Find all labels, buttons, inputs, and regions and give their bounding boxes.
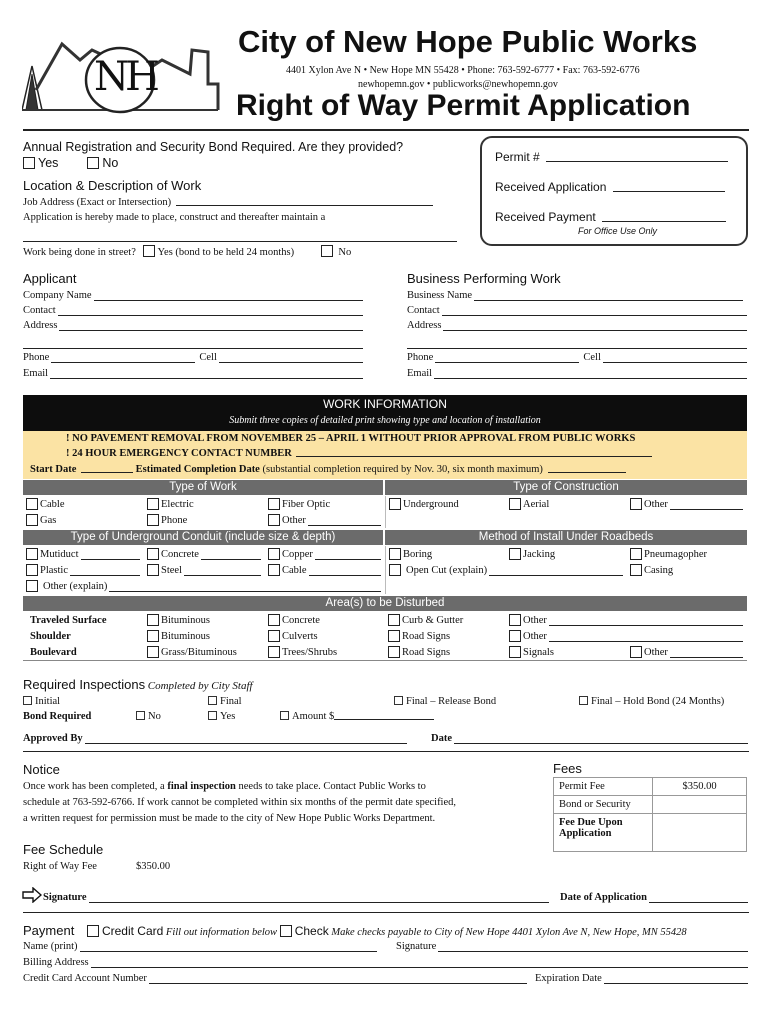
notice-text-pre: Once work has been completed, a (23, 781, 168, 792)
office-received-application (495, 180, 725, 194)
inspections-bottom-rule (23, 751, 749, 752)
copper-checkbox[interactable] (268, 548, 280, 560)
business-email-row (407, 368, 747, 379)
work-other-checkbox[interactable] (268, 514, 280, 526)
office-note: For Office Use Only (578, 226, 658, 236)
bond-amount-field[interactable] (334, 719, 434, 720)
culverts-checkbox[interactable] (268, 630, 280, 642)
plastic-field[interactable] (70, 565, 140, 576)
header-web: newhopemn.gov • publicworks@newhopemn.gov (358, 79, 558, 90)
business-address-field-2[interactable] (407, 348, 747, 349)
business-cell-label: Cell (583, 352, 601, 363)
gas-checkbox[interactable] (26, 514, 38, 526)
boulevard-road-signs-label: Road Signs (402, 646, 451, 658)
payment-signature-label: Signature (396, 941, 437, 952)
job-address-label: Job Address (Exact or Intersection) (23, 197, 172, 208)
approved-date-field[interactable] (454, 733, 748, 744)
permit-fee-amount: $350.00 (653, 778, 747, 796)
notice-line-3: a written request for permission must be made to the city of New Hope Public Works Department. (23, 813, 436, 824)
area-row-traveled (23, 612, 747, 628)
job-address-row (23, 197, 433, 208)
mutiduct-checkbox[interactable] (26, 548, 38, 560)
final-release-label: Final – Release Bond (406, 696, 497, 707)
approved-date-row (431, 733, 748, 744)
traveled-other-checkbox[interactable] (509, 614, 521, 626)
grass-bituminous-checkbox[interactable] (147, 646, 159, 658)
applicant-heading: Applicant (23, 271, 77, 286)
inspection-final-hold (579, 696, 724, 707)
underground-label: Underground (403, 498, 459, 510)
work-info-bottom-rule (23, 660, 747, 661)
bond-no (136, 711, 161, 722)
work-info-subtitle: Submit three copies of detailed print showing type and location of installation (229, 415, 541, 426)
card-number-label: Credit Card Account Number (23, 973, 147, 984)
steel-label: Steel (161, 564, 182, 576)
payment-signature-row (396, 941, 748, 952)
copper-label: Copper (282, 548, 313, 560)
aerial-checkbox[interactable] (509, 498, 521, 510)
company-field[interactable] (94, 290, 363, 301)
phone-checkbox[interactable] (147, 514, 159, 526)
conduit-cable-field[interactable] (309, 565, 382, 576)
curb-gutter-checkbox[interactable] (388, 614, 400, 626)
expiration-row (535, 973, 748, 984)
signature-arrow-icon (22, 887, 42, 906)
copper-field[interactable] (315, 549, 381, 560)
fees-heading: Fees (553, 761, 582, 776)
street-no-checkbox[interactable] (321, 245, 333, 257)
application-text: Application is hereby made to place, construct and thereafter maintain a (23, 212, 326, 223)
applicant-address-field[interactable] (59, 320, 363, 331)
warning-pavement: ! NO PAVEMENT REMOVAL FROM NOVEMBER 25 – APRIL 1 WITHOUT PRIOR APPROVAL FROM PUBLIC WORKS (66, 433, 636, 444)
construction-other-checkbox[interactable] (630, 498, 642, 510)
bond-yes-label: Yes (220, 711, 236, 722)
business-phone-row (407, 352, 747, 363)
initial-checkbox[interactable] (23, 696, 32, 705)
billing-address-row (23, 957, 748, 968)
applicant-email-label: Email (23, 368, 49, 379)
registration-yes-checkbox[interactable] (23, 157, 35, 169)
warning-emergency: ! 24 HOUR EMERGENCY CONTACT NUMBER (66, 448, 292, 459)
est-completion-field[interactable] (548, 472, 626, 473)
type-of-work-heading: Type of Work (23, 480, 385, 495)
billing-address-label: Billing Address (23, 957, 89, 968)
form-title: Right of Way Permit Application (236, 89, 691, 122)
concrete-field[interactable] (201, 549, 261, 560)
approved-by-row (23, 733, 407, 744)
credit-card-checkbox[interactable] (87, 925, 99, 937)
warning-emergency-row (66, 448, 652, 459)
initial-label: Initial (35, 696, 61, 707)
applicant-contact-row (23, 305, 363, 316)
permit-fee-label: Permit Fee (554, 778, 653, 796)
jacking-checkbox[interactable] (509, 548, 521, 560)
permit-label: Permit # (495, 150, 540, 164)
boulevard-label: Boulevard (30, 646, 77, 658)
conduit-cable-checkbox[interactable] (268, 564, 280, 576)
check-checkbox[interactable] (280, 925, 292, 937)
work-row-2 (23, 512, 747, 528)
check-note: Make checks payable to City of New Hope 4401 Xylon Ave N, New Hope, MN 55428 (331, 927, 687, 938)
traveled-other-label: Other (523, 614, 547, 626)
gas-label: Gas (40, 514, 57, 526)
traveled-surface-label: Traveled Surface (30, 614, 107, 626)
start-date-label: Start Date (30, 464, 77, 475)
office-received-payment (495, 210, 726, 224)
location-heading: Location & Description of Work (23, 178, 202, 193)
bond-yes (208, 711, 235, 722)
dates-row (30, 464, 626, 475)
work-row-1 (23, 496, 747, 512)
bond-amount-checkbox[interactable] (280, 711, 289, 720)
card-number-row (23, 973, 527, 984)
fee-schedule-label: Right of Way Fee (23, 861, 97, 872)
conduit-other-checkbox[interactable] (26, 580, 38, 592)
curb-gutter-label: Curb & Gutter (402, 614, 464, 626)
shoulder-label: Shoulder (30, 630, 71, 642)
business-name-field[interactable] (474, 290, 743, 301)
company-label: Company Name (23, 290, 92, 301)
boring-label: Boring (403, 548, 433, 560)
open-cut-field[interactable] (489, 565, 623, 576)
casing-checkbox[interactable] (630, 564, 642, 576)
fiber-optic-label: Fiber Optic (282, 498, 331, 510)
bond-security-amount[interactable] (653, 796, 747, 814)
applicant-email-row (23, 368, 363, 379)
fees-row-permit (554, 778, 747, 796)
business-contact-label: Contact (407, 305, 440, 316)
header-rule (23, 129, 749, 131)
notice-line-2: schedule at 763-592-6766. If work cannot be completed within six months of the permit date specified, (23, 797, 457, 808)
conduit-row-1 (23, 546, 747, 562)
signature-field[interactable] (89, 892, 549, 903)
applicant-cell-field[interactable] (219, 352, 363, 363)
applicant-contact-label: Contact (23, 305, 56, 316)
trees-shrubs-checkbox[interactable] (268, 646, 280, 658)
business-email-field[interactable] (434, 368, 747, 379)
bond-required-label: Bond Required (23, 711, 92, 722)
inspection-initial (23, 696, 60, 707)
shoulder-other-checkbox[interactable] (509, 630, 521, 642)
applicant-address-field-2[interactable] (23, 348, 363, 349)
final-checkbox[interactable] (208, 696, 217, 705)
inspections-note: Completed by City Staff (147, 680, 253, 692)
credit-card-label: Credit Card (101, 924, 164, 938)
registration-no-checkbox[interactable] (87, 157, 99, 169)
bond-amount (280, 711, 434, 722)
traveled-concrete-checkbox[interactable] (268, 614, 280, 626)
open-cut-checkbox[interactable] (389, 564, 401, 576)
credit-card-note: Fill out information below (165, 927, 278, 938)
signature-label: Signature (43, 892, 87, 903)
business-address-label: Address (407, 320, 442, 331)
billing-address-field[interactable] (91, 957, 748, 968)
received-payment-label: Received Payment (495, 210, 596, 224)
fees-table (553, 777, 747, 852)
trees-shrubs-label: Trees/Shrubs (282, 646, 338, 658)
boulevard-other-checkbox[interactable] (630, 646, 642, 658)
shoulder-road-signs-checkbox[interactable] (388, 630, 400, 642)
traveled-bituminous-checkbox[interactable] (147, 614, 159, 626)
registration-question: Annual Registration and Security Bond Required. Are they provided? (23, 140, 404, 154)
conduit-row-2 (23, 562, 747, 578)
steel-checkbox[interactable] (147, 564, 159, 576)
shoulder-road-signs-label: Road Signs (402, 630, 451, 642)
applicant-cell-label: Cell (199, 352, 217, 363)
conduit-other-label: Other (explain) (43, 580, 108, 592)
street-yes-label: Yes (bond to be held 24 months) (157, 247, 295, 258)
payment-heading-row (23, 923, 687, 938)
areas-bar (23, 596, 747, 611)
applicant-phone-field[interactable] (51, 352, 195, 363)
business-email-label: Email (407, 368, 433, 379)
street-question: Work being done in street? (23, 247, 136, 258)
expiration-label: Expiration Date (535, 973, 602, 984)
bond-no-label: No (148, 711, 161, 722)
applicant-company-row (23, 290, 363, 301)
inspection-final (208, 696, 242, 707)
traveled-concrete-label: Concrete (282, 614, 320, 626)
street-yes-checkbox[interactable] (143, 245, 155, 257)
approved-by-label: Approved By (23, 733, 83, 744)
fees-row-due (554, 814, 747, 852)
shoulder-bituminous-label: Bituminous (161, 630, 211, 642)
job-address-field[interactable] (176, 205, 433, 206)
signals-checkbox[interactable] (509, 646, 521, 658)
fee-schedule-amount: $350.00 (136, 861, 171, 872)
signature-bottom-rule (23, 912, 749, 913)
steel-field[interactable] (184, 565, 261, 576)
applicant-address-row (23, 320, 363, 331)
start-date-field[interactable] (81, 472, 133, 473)
conduit-row-3 (23, 578, 747, 594)
application-date-label: Date of Application (560, 892, 647, 903)
registration-no-label: No (102, 156, 119, 170)
fee-schedule-heading: Fee Schedule (23, 842, 104, 857)
applicant-address-label: Address (23, 320, 58, 331)
cable-label: Cable (40, 498, 65, 510)
received-application-field[interactable] (613, 191, 725, 192)
payment-name-field[interactable] (80, 941, 377, 952)
casing-label: Casing (644, 564, 674, 576)
underground-checkbox[interactable] (389, 498, 401, 510)
registration-options (23, 156, 118, 170)
fiber-optic-checkbox[interactable] (268, 498, 280, 510)
inspections-heading-row (23, 677, 253, 692)
plastic-label: Plastic (40, 564, 68, 576)
payment-heading: Payment (23, 923, 75, 938)
construction-other-field[interactable] (670, 499, 743, 510)
business-phone-label: Phone (407, 352, 434, 363)
bond-no-checkbox[interactable] (136, 711, 145, 720)
applicant-contact-field[interactable] (58, 305, 363, 316)
boring-checkbox[interactable] (389, 548, 401, 560)
phone-label: Phone (161, 514, 188, 526)
notice-heading: Notice (23, 762, 60, 777)
emergency-number-field[interactable] (296, 456, 652, 457)
header-title: City of New Hope Public Works (238, 24, 698, 59)
fee-due-label: Fee Due Upon Application (554, 814, 653, 852)
work-other-field[interactable] (308, 515, 381, 526)
pneumagopher-label: Pneumagopher (644, 548, 707, 560)
header-address: 4401 Xylon Ave N • New Hope MN 55428 • Phone: 763-592-6777 • Fax: 763-592-6776 (286, 65, 640, 76)
electric-label: Electric (161, 498, 194, 510)
aerial-label: Aerial (523, 498, 550, 510)
business-contact-field[interactable] (442, 305, 747, 316)
notice-text-bold: final inspection (167, 781, 236, 792)
shoulder-bituminous-checkbox[interactable] (147, 630, 159, 642)
pneumagopher-checkbox[interactable] (630, 548, 642, 560)
final-hold-checkbox[interactable] (579, 696, 588, 705)
est-completion-label: Estimated Completion Date (135, 464, 260, 475)
conduit-heading: Type of Underground Conduit (include size & depth) (23, 530, 385, 545)
business-address-field[interactable] (443, 320, 747, 331)
work-info-header (23, 395, 747, 431)
signature-row (43, 892, 549, 903)
concrete-label: Concrete (161, 548, 199, 560)
boulevard-other-field[interactable] (670, 647, 743, 658)
concrete-checkbox[interactable] (147, 548, 159, 560)
business-heading: Business Performing Work (407, 271, 561, 286)
bond-amount-label: Amount $ (292, 711, 335, 722)
bond-security-label: Bond or Security (554, 796, 653, 814)
payment-signature-field[interactable] (438, 941, 748, 952)
work-other-label: Other (282, 514, 306, 526)
final-hold-label: Final – Hold Bond (24 Months) (591, 696, 725, 707)
inspection-final-release (394, 696, 496, 707)
received-payment-field[interactable] (602, 221, 726, 222)
payment-name-label: Name (print) (23, 941, 78, 952)
traveled-bituminous-label: Bituminous (161, 614, 211, 626)
inspections-heading: Required Inspections (23, 677, 146, 692)
boulevard-other-label: Other (644, 646, 668, 658)
received-application-label: Received Application (495, 180, 607, 194)
business-name-row (407, 290, 743, 301)
bond-yes-checkbox[interactable] (208, 711, 217, 720)
business-name-label: Business Name (407, 290, 473, 301)
fees-row-bond (554, 796, 747, 814)
card-number-field[interactable] (149, 973, 527, 984)
construction-other-label: Other (644, 498, 668, 510)
street-question-row (23, 245, 351, 258)
fee-due-amount[interactable] (653, 814, 747, 852)
area-row-shoulder (23, 628, 747, 644)
plastic-checkbox[interactable] (26, 564, 38, 576)
conduit-cable-label: Cable (282, 564, 307, 576)
work-type-bar (23, 480, 747, 495)
conduit-other-field[interactable] (109, 581, 381, 592)
final-release-checkbox[interactable] (394, 696, 403, 705)
final-label: Final (220, 696, 242, 707)
business-address-row (407, 320, 747, 331)
culverts-label: Culverts (282, 630, 318, 642)
applicant-email-field[interactable] (50, 368, 363, 379)
work-info-title: WORK INFORMATION (323, 397, 447, 411)
open-cut-label: Open Cut (explain) (406, 564, 488, 576)
check-label: Check (294, 924, 329, 938)
office-permit (495, 150, 728, 164)
applicant-phone-row (23, 352, 363, 363)
boulevard-road-signs-checkbox[interactable] (388, 646, 400, 658)
areas-heading: Area(s) to be Disturbed (325, 597, 445, 609)
shoulder-other-label: Other (523, 630, 547, 642)
approved-by-field[interactable] (85, 733, 407, 744)
application-date-row (560, 892, 748, 903)
traveled-other-field[interactable] (549, 615, 743, 626)
application-description-field[interactable] (23, 241, 457, 242)
applicant-phone-label: Phone (23, 352, 50, 363)
permit-field[interactable] (546, 161, 728, 162)
method-heading: Method of Install Under Roadbeds (478, 531, 654, 543)
cable-checkbox[interactable] (26, 498, 38, 510)
business-contact-row (407, 305, 747, 316)
est-completion-note: (substantial completion required by Nov. 30, six month maximum) (262, 464, 543, 475)
business-cell-field[interactable] (603, 352, 747, 363)
application-date-field[interactable] (649, 892, 748, 903)
street-no-label: No (338, 247, 352, 258)
grass-bituminous-label: Grass/Bituminous (161, 646, 237, 658)
logo-letters: NH (94, 54, 156, 100)
notice-text-post: needs to take place. Contact Public Works to (235, 781, 426, 792)
shoulder-other-field[interactable] (549, 631, 743, 642)
approved-date-label: Date (431, 733, 452, 744)
area-row-boulevard (23, 644, 747, 660)
notice-line-1 (23, 781, 426, 792)
electric-checkbox[interactable] (147, 498, 159, 510)
type-of-construction-heading: Type of Construction (513, 481, 619, 493)
mutiduct-field[interactable] (81, 549, 141, 560)
mutiduct-label: Mutiduct (40, 548, 79, 560)
payment-name-row (23, 941, 377, 952)
expiration-field[interactable] (604, 973, 748, 984)
business-phone-field[interactable] (435, 352, 579, 363)
conduit-method-bar (23, 530, 747, 545)
signals-label: Signals (523, 646, 554, 658)
registration-yes-label: Yes (38, 156, 59, 170)
jacking-label: Jacking (523, 548, 556, 560)
